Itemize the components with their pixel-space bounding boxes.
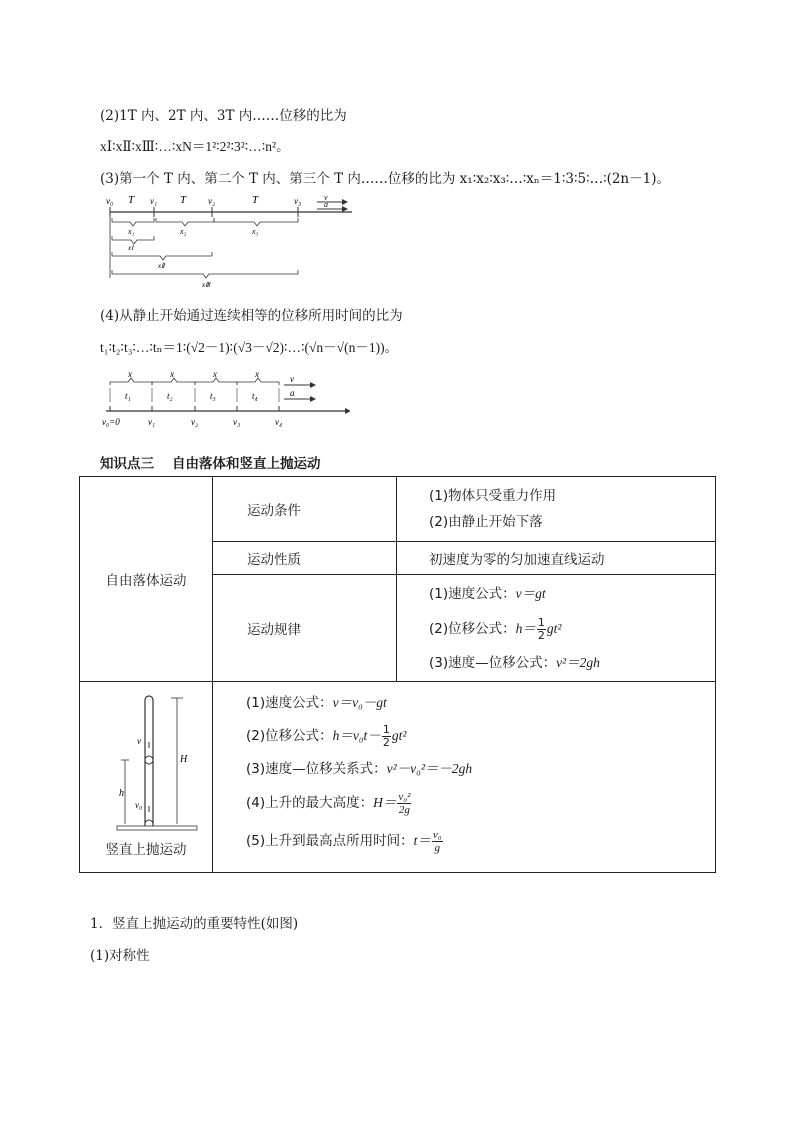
- law-3-prefix: (3)速度—位移公式：: [429, 655, 557, 671]
- throw-fig-h: h: [119, 788, 124, 799]
- throw-2-frac-num: 1: [382, 722, 390, 736]
- ratio-Tinterval-text: (3)第一个 T 内、第二个 T 内、第三个 T 内……位移的比为 x₁∶x₂∶x₃∶…∶xₙ＝1∶3∶5∶…∶(2n－1)。: [100, 171, 670, 187]
- throw-4-fraction: [397, 791, 411, 816]
- d2-v3: v₃: [233, 417, 241, 427]
- throw-5-prefix: (5)上升到最高点所用时间：: [246, 833, 414, 849]
- throw-5-formula-a: t＝: [413, 833, 431, 848]
- condition-line-2: (2)由静止开始下落: [429, 514, 543, 530]
- d2-x3: x: [213, 370, 217, 379]
- table-row: [80, 682, 716, 873]
- throw-2-frac-den: 2: [382, 735, 390, 749]
- throw-fig-v0: v₀: [135, 800, 143, 810]
- law-2-fraction: [537, 617, 546, 642]
- d1-xIII: xⅢ: [202, 281, 210, 289]
- vertical-throw-label: 竖直上抛运动: [105, 842, 187, 858]
- d1-x2: x₂: [180, 227, 187, 236]
- law-line-3: [429, 648, 715, 678]
- law-1-prefix: (1)速度公式：: [429, 586, 516, 602]
- throw-line-5: [246, 822, 715, 860]
- law-1-formula: v＝gt: [515, 586, 546, 601]
- law-2-prefix: (2)位移公式：: [429, 621, 516, 637]
- ratio-1T-title: (2)1T 内、2T 内、3T 内……位移的比为: [100, 108, 347, 124]
- law-2-frac-den: 2: [537, 628, 545, 642]
- d2-v1: v₁: [148, 417, 156, 427]
- section-heading: [100, 452, 321, 472]
- d2-x4: x: [255, 370, 259, 379]
- throw-2-fraction: [382, 724, 391, 749]
- law-2-formula-a: h＝: [515, 621, 536, 636]
- d1-v-arrow: v: [324, 193, 328, 202]
- d2-v-arrow: v: [290, 374, 294, 384]
- knowledge-table: [79, 476, 716, 873]
- free-fall-category: 自由落体运动: [80, 477, 213, 682]
- bottom-item-1: 1．竖直上抛运动的重要特性(如图): [90, 916, 299, 932]
- throw-1-formula: v＝v₀－gt: [332, 695, 387, 710]
- d1-v2: v₂: [208, 196, 216, 206]
- d2-v0: v₀=0: [102, 417, 120, 427]
- section-number: 知识点三: [100, 456, 154, 472]
- law-3-formula: v²＝2gh: [556, 655, 600, 670]
- ratio-1T-formula: xⅠ∶xⅡ∶xⅢ∶…∶xN＝1²∶2²∶3²∶…∶n²。: [100, 139, 290, 154]
- throw-2-prefix: (2)位移公式：: [246, 728, 333, 744]
- ratio-time-formula: t₁∶t₂∶t₃∶…∶tₙ＝1∶(√2－1)∶(√3－√2)∶…∶(√n－√(n－1))。: [100, 340, 399, 355]
- d1-x1: x₁: [128, 227, 135, 236]
- desc-law: [397, 575, 716, 682]
- d1-v1: v₁: [150, 196, 158, 206]
- d1-xII: xⅡ: [158, 262, 165, 270]
- law-line-2: [429, 610, 715, 648]
- throw-5-frac-num: v₀: [432, 828, 442, 841]
- condition-line-1: (1)物体只受重力作用: [429, 488, 557, 504]
- ratio-time-title: (4)从静止开始通过连续相等的位移所用时间的比为: [100, 308, 403, 324]
- d1-T2: T: [180, 194, 187, 206]
- bottom-item-1-sub: (1)对称性: [90, 948, 150, 964]
- d2-v4: v₄: [275, 417, 283, 427]
- d2-t4: t₄: [252, 391, 258, 401]
- throw-line-3: [246, 754, 715, 784]
- attr-law: 运动规律: [213, 575, 397, 682]
- desc-nature: 初速度为零的匀加速直线运动: [397, 542, 716, 575]
- law-2-frac-num: 1: [537, 615, 545, 629]
- attr-condition: 运动条件: [213, 477, 397, 542]
- throw-3-formula: v²－v₀²＝－2gh: [386, 761, 473, 776]
- throw-fig-v: v: [137, 736, 141, 746]
- throw-4-frac-den: 2g: [398, 803, 410, 816]
- d2-x2: x: [170, 370, 174, 379]
- throw-5-frac-den: g: [434, 841, 440, 854]
- throw-line-2: [246, 718, 715, 754]
- throw-line-4: [246, 784, 715, 822]
- d1-T1: T: [128, 194, 135, 206]
- d1-T3: T: [252, 194, 259, 206]
- law-line-1: [429, 578, 715, 610]
- d1-v0: v₀: [106, 196, 114, 206]
- d2-v2: v₂: [191, 417, 199, 427]
- table-row: [80, 477, 716, 542]
- throw-5-fraction: [432, 829, 443, 854]
- throw-3-prefix: (3)速度—位移关系式：: [246, 761, 387, 777]
- vertical-throw-figure: [81, 688, 211, 838]
- throw-4-prefix: (4)上升的最大高度：: [246, 795, 374, 811]
- vertical-throw-formulas: [213, 682, 716, 873]
- equal-displacement-diagram: [100, 370, 350, 430]
- d1-xI: xⅠ: [128, 244, 134, 252]
- throw-2-formula-a: h＝v₀t－: [332, 728, 381, 743]
- d2-t2: t₂: [167, 391, 173, 401]
- throw-4-formula-a: H＝: [373, 795, 397, 810]
- desc-condition: [397, 477, 716, 542]
- d2-x1: x: [128, 370, 132, 379]
- displacement-ratio-diagram: [102, 192, 362, 292]
- d2-t3: t₃: [210, 391, 216, 401]
- d2-a-arrow: a: [290, 388, 295, 398]
- law-2-formula-b: gt²: [546, 621, 562, 636]
- throw-fig-H: H: [180, 754, 188, 765]
- d1-a-arrow: a: [324, 200, 328, 209]
- throw-1-prefix: (1)速度公式：: [246, 695, 333, 711]
- throw-4-frac-num: v₀²: [398, 790, 411, 803]
- section-title: 自由落体和竖直上抛运动: [172, 456, 321, 472]
- d1-x3: x₃: [252, 227, 259, 236]
- vertical-throw-category: [80, 682, 213, 873]
- throw-2-formula-b: gt²: [391, 728, 407, 743]
- throw-line-1: [246, 688, 715, 718]
- d1-v3: v₃: [294, 196, 302, 206]
- d2-t1: t₁: [125, 391, 131, 401]
- attr-nature: 运动性质: [213, 542, 397, 575]
